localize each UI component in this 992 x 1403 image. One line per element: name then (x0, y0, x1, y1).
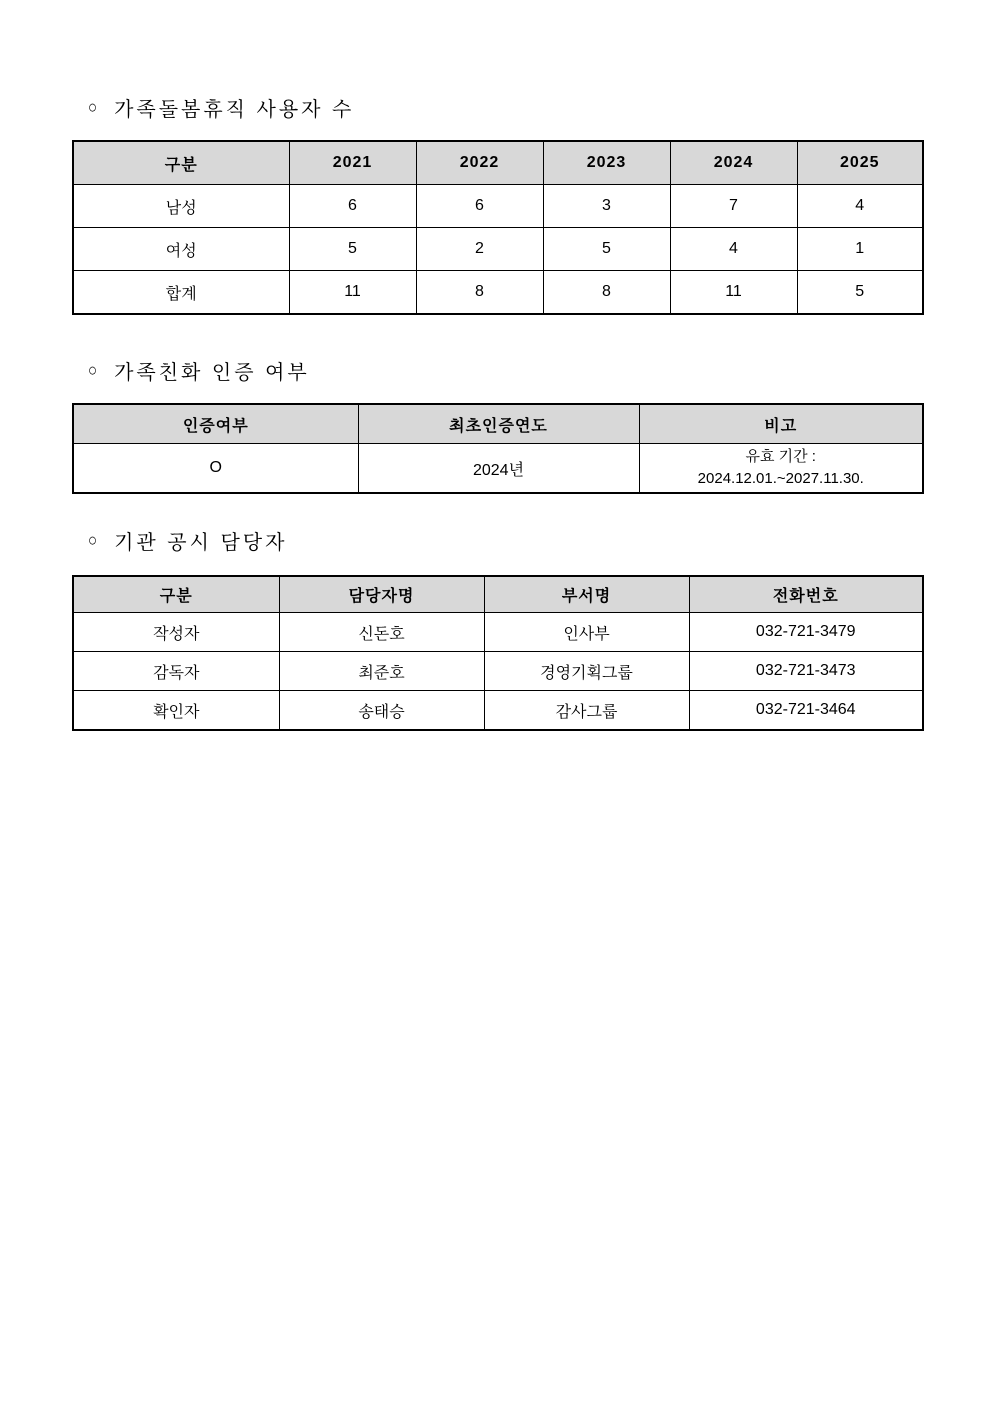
value-cell: 6 (289, 185, 416, 228)
header-cell-phone: 전화번호 (689, 576, 923, 613)
header-cell-category: 구분 (73, 141, 289, 185)
header-cell-name: 담당자명 (279, 576, 484, 613)
phone-cell: 032-721-3479 (689, 613, 923, 652)
header-cell-year-2024: 2024 (670, 141, 797, 185)
table-row-verifier (73, 691, 923, 731)
department-cell: 인사부 (484, 613, 689, 652)
role-cell: 감독자 (73, 652, 279, 691)
department-cell: 감사그룹 (484, 691, 689, 731)
name-cell: 신돈호 (279, 613, 484, 652)
value-cell: 5 (797, 271, 923, 315)
department-cell: 경영기획그룹 (484, 652, 689, 691)
table-row-total (73, 271, 923, 315)
row-label: 합계 (73, 271, 289, 315)
table-row-author (73, 613, 923, 652)
value-cell: 5 (289, 228, 416, 271)
value-cell: 4 (670, 228, 797, 271)
value-cell: 2 (416, 228, 543, 271)
circle-bullet-icon: ○ (88, 360, 98, 381)
row-label: 남성 (73, 185, 289, 228)
section-title-family-care-leave (88, 93, 354, 122)
name-cell: 최준호 (279, 652, 484, 691)
section-title-text: 가족친화 인증 여부 (114, 362, 310, 384)
header-cell-year-2023: 2023 (543, 141, 670, 185)
header-cell-year-2025: 2025 (797, 141, 923, 185)
table-header-row (73, 141, 923, 185)
table-row-female (73, 228, 923, 271)
value-cell: 1 (797, 228, 923, 271)
certification-table (72, 403, 924, 494)
circle-bullet-icon: ○ (88, 530, 98, 551)
table-header-row (73, 576, 923, 613)
table-row-certification (73, 444, 923, 494)
circle-bullet-icon: ○ (88, 97, 98, 118)
section-title-text: 기관 공시 담당자 (114, 532, 288, 554)
value-cell: 11 (289, 271, 416, 315)
header-cell-role: 구분 (73, 576, 279, 613)
section-title-family-friendly-certification (88, 356, 310, 385)
row-label: 여성 (73, 228, 289, 271)
table-row-supervisor (73, 652, 923, 691)
role-cell: 작성자 (73, 613, 279, 652)
disclosure-contacts-table (72, 575, 924, 731)
header-cell-year-2021: 2021 (289, 141, 416, 185)
validity-period-cell (639, 444, 923, 494)
value-cell: 3 (543, 185, 670, 228)
name-cell: 송태승 (279, 691, 484, 731)
section-title-disclosure-contacts (88, 526, 287, 555)
value-cell: 11 (670, 271, 797, 315)
validity-period-label: 유효 기간 : (745, 448, 816, 466)
validity-period-dates: 2024.12.01.~2027.11.30. (697, 470, 864, 487)
value-cell: 7 (670, 185, 797, 228)
role-cell: 확인자 (73, 691, 279, 731)
table-header-row (73, 404, 923, 444)
phone-cell: 032-721-3473 (689, 652, 923, 691)
value-cell: 6 (416, 185, 543, 228)
value-cell: 8 (543, 271, 670, 315)
family-care-leave-table (72, 140, 924, 315)
value-cell: 5 (543, 228, 670, 271)
first-certified-year-cell: 2024년 (358, 444, 639, 494)
header-cell-department: 부서명 (484, 576, 689, 613)
table-row-male (73, 185, 923, 228)
header-cell-first-year: 최초인증연도 (358, 404, 639, 444)
section-title-text: 가족돌봄휴직 사용자 수 (114, 99, 355, 121)
header-cell-year-2022: 2022 (416, 141, 543, 185)
phone-cell: 032-721-3464 (689, 691, 923, 731)
value-cell: 8 (416, 271, 543, 315)
header-cell-remark: 비고 (639, 404, 923, 444)
certified-mark-cell: O (73, 444, 358, 494)
value-cell: 4 (797, 185, 923, 228)
header-cell-certified: 인증여부 (73, 404, 358, 444)
